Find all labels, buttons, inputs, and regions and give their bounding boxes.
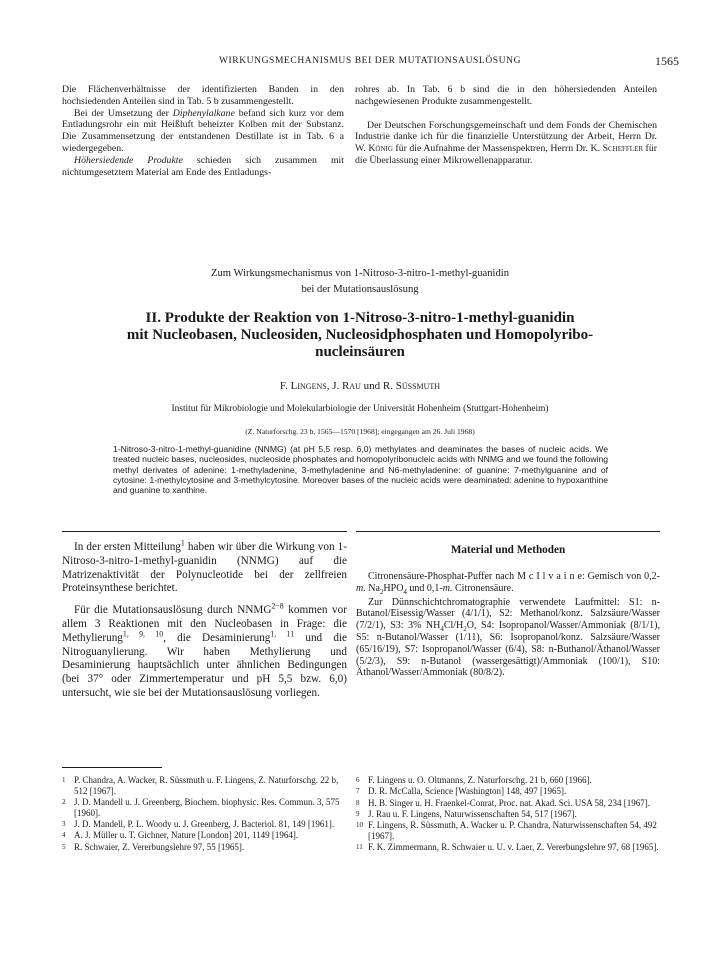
abstract: 1-Nitroso-3-nitro-1-methyl-guanidine (NNMG) (at pH 5,5 resp. 6,0) methylates and deaminates the bases of nucleic acids. We treated nucleic bases, nucleosides, nucleoside phosphates and homopolyribonucleic acids with NNMG and we found the following methyl derivates of adenine: 1-methyladenine, 3-methyladenine and N6-methyladenine: of guanine: 7-methylguanine and of cytosine: 1-methylcytosine and 3-methylcytosine. Moreover bases of the nucleic acids were deaminated: adenine to hypoxanthine and guanine to xanthine. <box>113 444 608 496</box>
authors: F. Lingens, J. Rau und R. Süssmuth <box>279 380 441 392</box>
affiliation: Institut für Mikrobiologie und Molekularbiologie der Universität Hohenheim (Stuttgart-Hohenheim) <box>171 404 549 414</box>
footnotes-right <box>356 775 660 854</box>
footnote-rule <box>62 767 162 768</box>
divider <box>356 531 660 532</box>
acknowledgement: Der Deutschen Forschungsgemeinschaft und dem Fonds der Chemischen Industrie danke ich für die finanzielle Unterstützung der Arbeit, Herrn Dr. W. König für die Aufnahme der Massenspektren, Herrn Dr. K. Scheffler für die Überlassung einer Mikrowellenapparatur. <box>355 119 657 166</box>
footnote: 5 R. Schwaier, Z. Vererbungslehre 97, 55 [1965]. <box>62 841 245 852</box>
footnote: 6 F. Lingens u. O. Oltmanns, Z. Naturforschg. 21 b, 660 [1966]. <box>356 775 592 785</box>
paragraph: Für die Mutationsauslösung durch $NNMG^{2-8}$ kommen vor allem 3 Reaktionen mit den Nucleobasen in Frage: die Methylierung$^{1, 9, 10}$, die Desaminierung$^{1, 11}$ und die Nitroguanylierung. Wir haben Methylierung und Desaminierung hauptsächlich unter ähnlichen Bedingungen (bei 37° oder Zimmertemperatur und pH 5,5 bzw. 6,0) untersucht, wie sie bei der Mutationsauslösung vorliegen. <box>62 601 347 699</box>
page-number: 1565 <box>655 54 679 68</box>
footnote: 8 H. B. Singer u. H. Fraenkel-Conrat, Proc. nat. Akad. Sci. USA 58, 234 [1967]. <box>356 797 650 808</box>
paragraph: Zur Dünnschichtchromatographie verwendete Laufmittel: S1: n-Butanol/Eisessig/Wasser (4/1/1), S2: Methanol/konz. Salzsäure/Wasser (7/2/1), S3: 3% $NH_4Cl/H_2O$, S4: Isopropanol/Wasser/Ammoniak (8/1/1), S5: n-Butanol/Wasser (1/11), S6: Isopropanol/konz. Salzsäure/Wasser (65/16/19), S7: Isopropanol/Wasser (6/4), S8: n-Buthanol/Äthanol/Wasser (5/2/3), S9: n-Butanol (wassergesättigt)/Ammoniak (100/1), S10: Äthanol/Wasser/Ammoniak (80/8/2). <box>356 596 660 679</box>
paragraph: In der ersten Mitteilung$^1$ haben wir über die Wirkung von 1-Nitroso-3-nitro-1-methyl-guanidin (NNMG) auf die Matrizenaktivität der Polynucleotide bei der zellfreien Proteinsynthese berichtet. <box>62 538 347 595</box>
pre-title: bei der Mutationsauslösung <box>301 284 419 295</box>
paragraph: rohres ab. In Tab. 6 b sind die in den höhersiedenden Anteilen nachgewiesenen Produkte zusammengestellt. <box>355 84 657 107</box>
footnote: 3 J. D. Mandell, P. L. Woody u. J. Greenberg, J. Bacteriol. 81, 149 [1961]. <box>62 819 335 830</box>
previous-article-left-column <box>62 84 344 178</box>
paragraph: Höhersiedende Produkte schieden sich zusammen mit nichtumgesetztem Material am Ende des Entladungs- <box>62 154 345 178</box>
paragraph: Die Flächenverhältnisse der identifizierten Banden in den hochsiedenden Anteilen sind in Tab. 5 b zusammengestellt. <box>62 84 344 107</box>
footnote: 2 J. D. Mandell u. J. Greenberg, Biochem. biophysic. Res. Commun. 3, 575 [1960]. <box>62 797 340 818</box>
footnote: 4 A. J. Müller u. T. Gichner, Nature [London] 201, 1149 [1964]. <box>62 830 299 841</box>
paragraph: Bei der Umsetzung der Diphenylalkane befand sich kurz vor dem Entladungsrohr ein mit Heißluft beheizter Kolben mit der Substanz. Die Zusammensetzung der entstandenen Destillate ist in Tab. 6 a wiedergegeben. <box>62 107 344 154</box>
footnote: 1 P. Chandra, A. Wacker, R. Süssmuth u. F. Lingens, Z. Naturforschg. 22 b, 512 [1967]. <box>62 775 339 796</box>
section-heading: Material und Methoden <box>450 544 566 556</box>
body-left-column <box>62 538 347 701</box>
running-head: WIRKUNGSMECHANISMUS BEI DER MUTATIONSAUSLÖSUNG <box>218 56 522 66</box>
paragraph: Citronensäure-Phosphat-Puffer nach M c I l v a i n e: Gemisch von 0,2-m. $Na_2HPO_4$ und 0,1-m. Citronensäure. <box>356 571 661 596</box>
methods-column <box>356 571 660 679</box>
article-title: II. Produkte der Reaktion von 1-Nitroso-3-nitro-1-methyl-guanidin mit Nucleobasen, Nucleosiden, Nucleosidphosphaten und Homopolyribo- nucleinsäuren <box>126 310 594 360</box>
footnote: 11 F. K. Zimmermann, R. Schwaier u. U. v. Laer, Z. Vererbungslehre 97, 68 [1965]. <box>356 842 659 853</box>
previous-article-right-column <box>355 84 657 167</box>
divider <box>62 531 347 532</box>
footnote: 10 F. Lingens, R. Süssmuth, A. Wacker u. P. Chandra, Naturwissenschaften 54, 492 [1967]. <box>356 820 657 841</box>
footnotes-left <box>62 775 347 853</box>
citation-line: (Z. Naturforschg. 23 b, 1565—1570 [1968]; eingegangen am 26. Juli 1968) <box>245 427 475 436</box>
pre-title: Zum Wirkungsmechanismus von 1-Nitroso-3-nitro-1-methyl-guanidin <box>210 268 510 279</box>
footnote: 7 D. R. McCalla, Science [Washington] 148, 497 [1965]. <box>356 786 567 797</box>
footnote: 9 J. Rau u. F. Lingens, Naturwissenschaften 54, 517 [1967]. <box>356 808 577 819</box>
